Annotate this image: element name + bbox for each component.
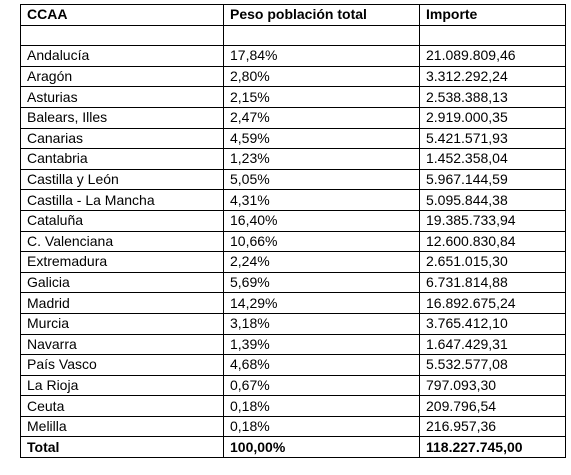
cell-importe: 6.731.814,88: [420, 272, 566, 293]
cell-peso: 5,69%: [224, 272, 420, 293]
cell-peso: 0,18%: [224, 416, 420, 437]
cell-peso: 10,66%: [224, 231, 420, 252]
cell-peso: 2,80%: [224, 66, 420, 87]
cell-importe: 2.919.000,35: [420, 107, 566, 128]
cell-peso: [224, 25, 420, 46]
cell-peso: 1,39%: [224, 334, 420, 355]
cell-ccaa: País Vasco: [21, 355, 224, 376]
cell-peso: 17,84%: [224, 46, 420, 67]
cell-peso: 4,68%: [224, 355, 420, 376]
cell-ccaa: Castilla y León: [21, 169, 224, 190]
table-row: [21, 149, 566, 170]
table-row: [21, 293, 566, 314]
table-row: [21, 375, 566, 396]
table-row: [21, 313, 566, 334]
table-row: [21, 190, 566, 211]
table-row: [21, 355, 566, 376]
total-peso: 100,00%: [224, 437, 420, 458]
cell-importe: 19.385.733,94: [420, 210, 566, 231]
cell-importe: 16.892.675,24: [420, 293, 566, 314]
table-row: [21, 107, 566, 128]
table-row: [21, 66, 566, 87]
cell-peso: 16,40%: [224, 210, 420, 231]
cell-importe: 5.532.577,08: [420, 355, 566, 376]
cell-importe: 209.796,54: [420, 396, 566, 417]
cell-ccaa: Canarias: [21, 128, 224, 149]
cell-peso: 3,18%: [224, 313, 420, 334]
table-row: [21, 46, 566, 67]
total-importe: 118.227.745,00: [420, 437, 566, 458]
header-peso-poblacion: Peso población total: [224, 5, 420, 26]
cell-ccaa: Cantabria: [21, 149, 224, 170]
table-row: [21, 128, 566, 149]
cell-peso: 4,59%: [224, 128, 420, 149]
cell-importe: 1.647.429,31: [420, 334, 566, 355]
cell-ccaa: La Rioja: [21, 375, 224, 396]
cell-importe: 2.538.388,13: [420, 87, 566, 108]
header-ccaa: CCAA: [21, 5, 224, 26]
cell-peso: 2,15%: [224, 87, 420, 108]
cell-importe: 5.967.144,59: [420, 169, 566, 190]
header-importe: Importe: [420, 5, 566, 26]
total-label: Total: [21, 437, 224, 458]
cell-importe: 3.312.292,24: [420, 66, 566, 87]
table-row-blank: [21, 25, 566, 46]
cell-importe: 5.421.571,93: [420, 128, 566, 149]
cell-ccaa: Murcia: [21, 313, 224, 334]
table-row: [21, 210, 566, 231]
cell-ccaa: Asturias: [21, 87, 224, 108]
cell-importe: 21.089.809,46: [420, 46, 566, 67]
table-row: [21, 87, 566, 108]
cell-ccaa: Melilla: [21, 416, 224, 437]
cell-ccaa: Andalucía: [21, 46, 224, 67]
cell-ccaa: Navarra: [21, 334, 224, 355]
cell-importe: [420, 25, 566, 46]
cell-peso: 14,29%: [224, 293, 420, 314]
cell-ccaa: Ceuta: [21, 396, 224, 417]
cell-ccaa: Madrid: [21, 293, 224, 314]
cell-ccaa: Aragón: [21, 66, 224, 87]
table-row: [21, 272, 566, 293]
cell-peso: 1,23%: [224, 149, 420, 170]
table-row: [21, 334, 566, 355]
cell-peso: 2,47%: [224, 107, 420, 128]
cell-ccaa: Castilla - La Mancha: [21, 190, 224, 211]
cell-importe: 12.600.830,84: [420, 231, 566, 252]
cell-importe: 3.765.412,10: [420, 313, 566, 334]
cell-importe: 797.093,30: [420, 375, 566, 396]
table-row: [21, 396, 566, 417]
cell-ccaa: Cataluña: [21, 210, 224, 231]
cell-peso: 0,18%: [224, 396, 420, 417]
cell-ccaa: Balears, Illes: [21, 107, 224, 128]
table-row: [21, 416, 566, 437]
cell-ccaa: Galicia: [21, 272, 224, 293]
cell-ccaa: Extremadura: [21, 252, 224, 273]
total-row: [21, 437, 566, 458]
cell-peso: 5,05%: [224, 169, 420, 190]
cell-peso: 0,67%: [224, 375, 420, 396]
cell-peso: 2,24%: [224, 252, 420, 273]
cell-importe: 1.452.358,04: [420, 149, 566, 170]
cell-ccaa: [21, 25, 224, 46]
ccaa-table: [20, 4, 566, 458]
table-row: [21, 231, 566, 252]
cell-importe: 5.095.844,38: [420, 190, 566, 211]
cell-importe: 216.957,36: [420, 416, 566, 437]
cell-peso: 4,31%: [224, 190, 420, 211]
table-row: [21, 252, 566, 273]
cell-importe: 2.651.015,30: [420, 252, 566, 273]
table-row: [21, 169, 566, 190]
header-row: [21, 5, 566, 26]
cell-ccaa: C. Valenciana: [21, 231, 224, 252]
